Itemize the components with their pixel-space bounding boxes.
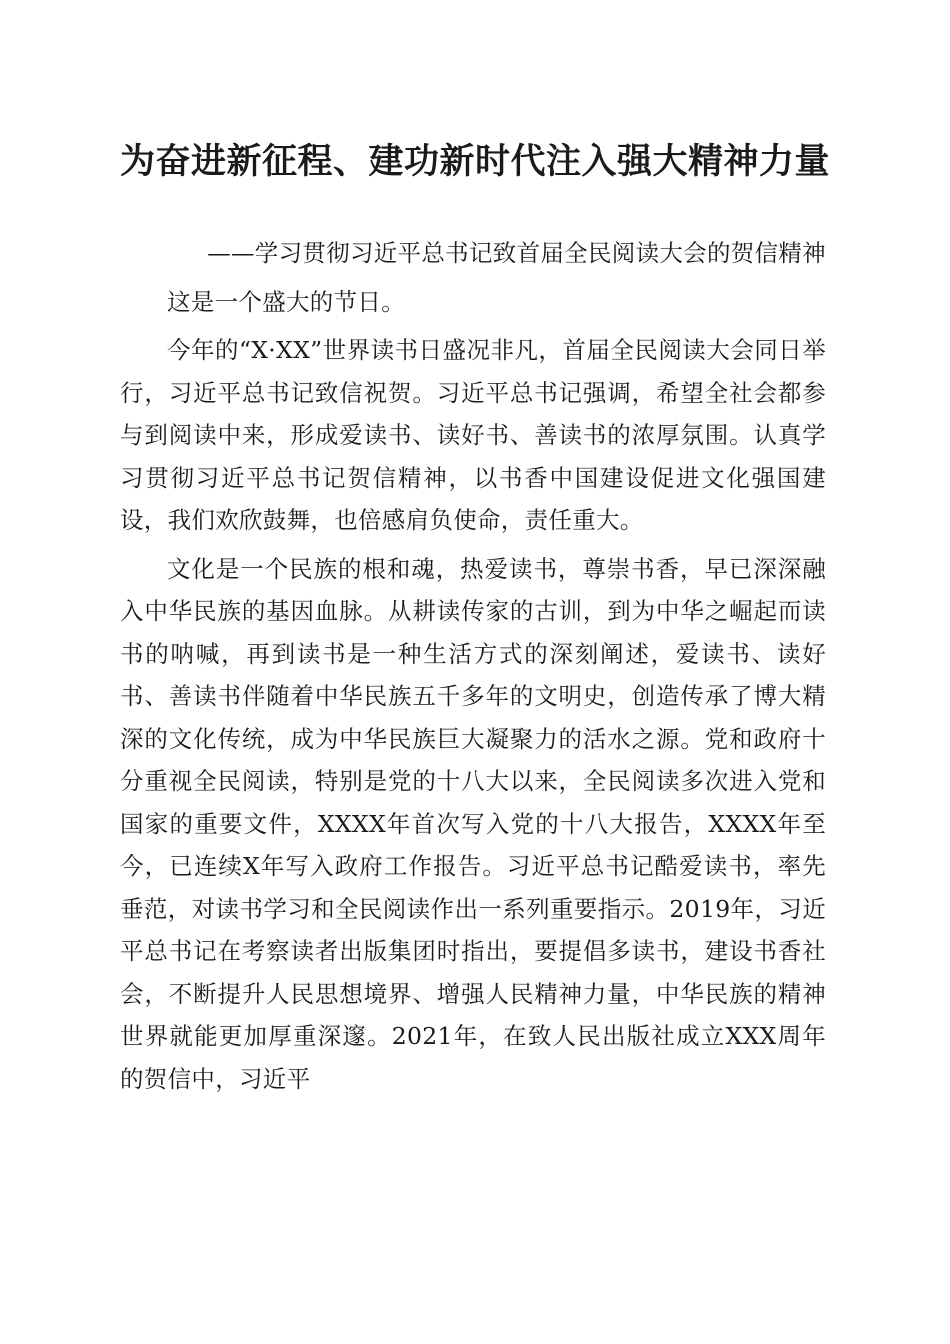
document-subtitle: ——学习贯彻习近平总书记致首届全民阅读大会的贺信精神 [207, 239, 826, 267]
paragraph: 今年的“X·XX”世界读书日盛况非凡，首届全民阅读大会同日举行，习近平总书记致信祝贺。习近平总书记强调，希望全社会都参与到阅读中来，形成爱读书、读好书、善读书的浓厚氛围。认真学习贯彻习近平总书记贺信精神，以书香中国建设促进文化强国建设，我们欢欣鼓舞，也倍感肩负使命，责任重大。 [120, 336, 826, 534]
document-body [120, 232, 826, 1106]
document-title: 为奋进新征程、建功新时代注入强大精神力量 [119, 141, 830, 182]
paragraph: 这是一个盛大的节日。 [167, 287, 405, 316]
paragraph: 文化是一个民族的根和魂，热爱读书，尊崇书香，早已深深融入中华民族的基因血脉。从耕读传家的古训，到为中华之崛起而读书的呐喊，再到读书是一种生活方式的深刻阐述，爱读书、读好书、善读书伴随着中华民族五千多年的文明史，创造传承了博大精深的文化传统，成为中华民族巨大凝聚力的活水之源。党和政府十分重视全民阅读，特别是党的十八大以来，全民阅读多次进入党和国家的重要文件，XXXX年首次写入党的十八大报告，XXXX年至今，已连续X年写入政府工作报告。习近平总书记酷爱读书，率先垂范，对读书学习和全民阅读作出一系列重要指示。2019年，习近平总书记在考察读者出版集团时指出，要提倡多读书，建设书香社会，不断提升人民思想境界、增强人民精神力量，中华民族的精神世界就能更加厚重深邃。2021年，在致人民出版社成立XXX周年的贺信中，习近平 [120, 554, 826, 1093]
